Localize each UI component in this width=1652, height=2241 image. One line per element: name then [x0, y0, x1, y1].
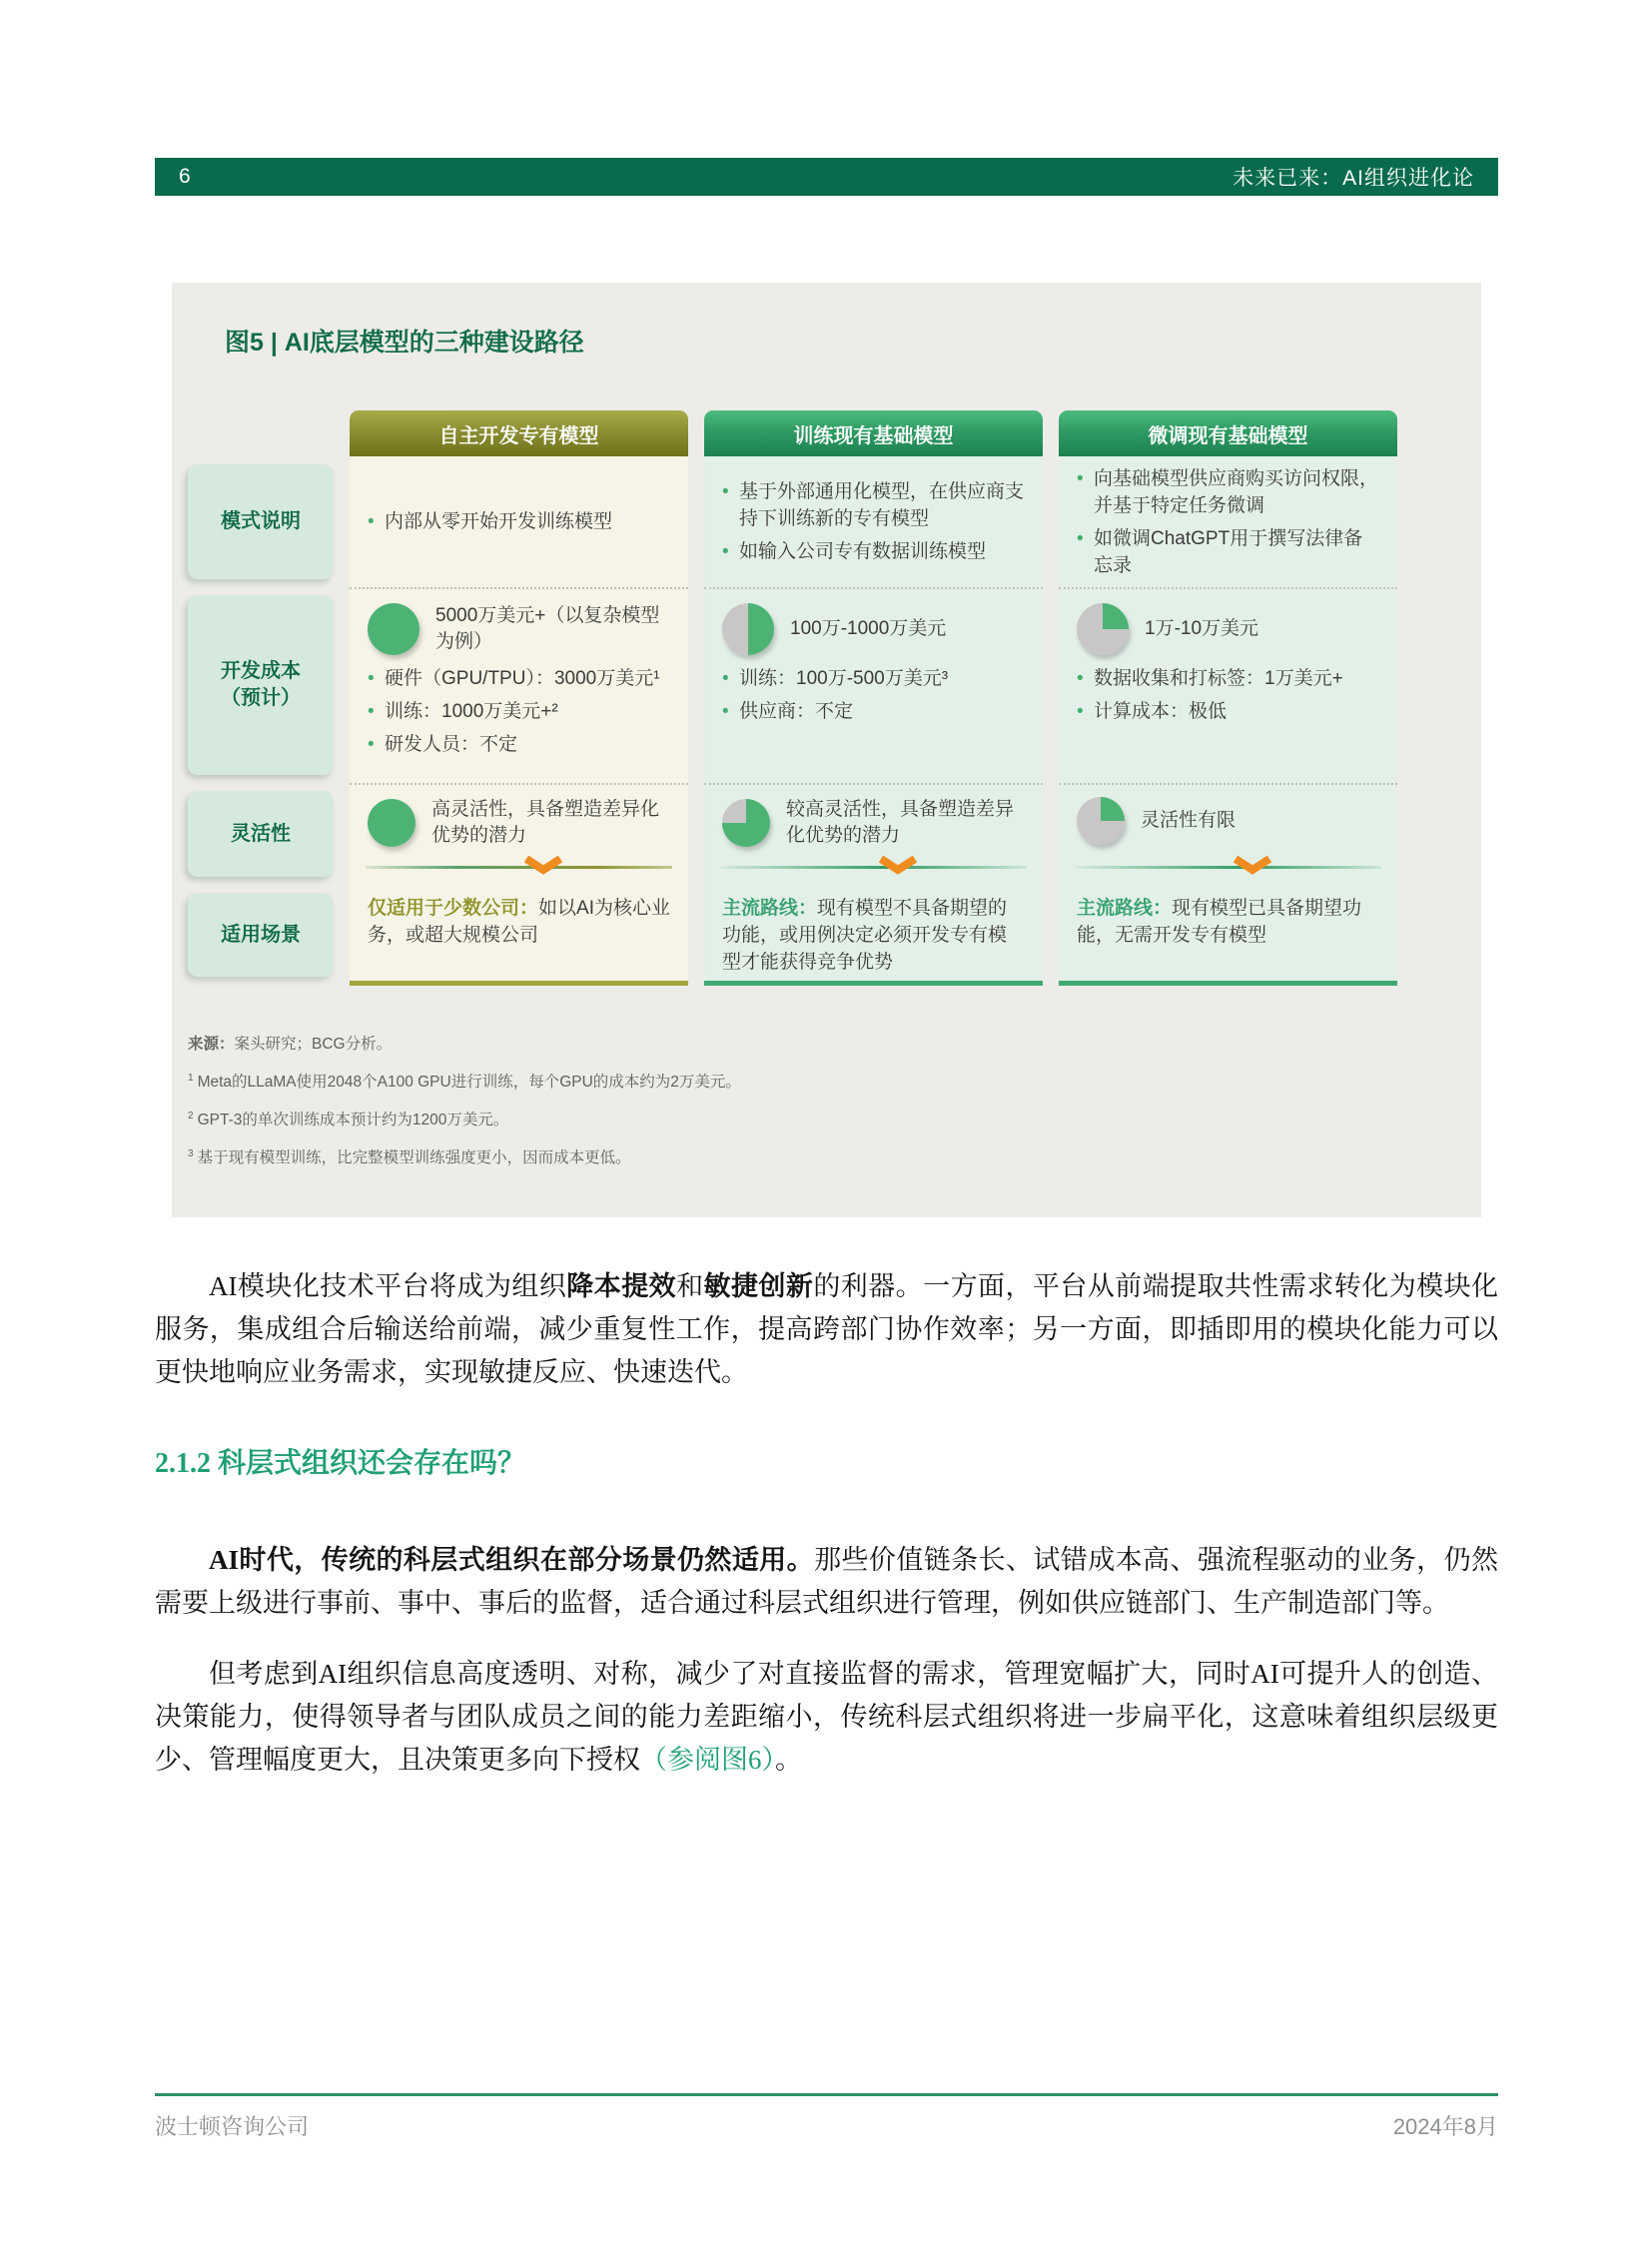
row-label-column [188, 410, 334, 986]
paragraph-flattening [155, 1653, 1498, 1782]
bullet-item: • 向基础模型供应商购买访问权限，并基于特定任务微调 [1077, 465, 1379, 519]
cell-cost [1059, 587, 1397, 783]
figure-table [188, 410, 1481, 986]
bullet-list [1077, 459, 1379, 585]
page-header-bar [155, 158, 1498, 196]
flexibility-summary [1077, 797, 1379, 845]
column-body [350, 456, 688, 986]
row-label-scenario [188, 893, 334, 977]
footnote-marker: 2 [188, 1111, 194, 1122]
cell-scenario [1059, 885, 1397, 981]
source-text: 案头研究；BCG分析。 [234, 1036, 393, 1053]
cell-mode [350, 456, 688, 587]
bullet-list [368, 665, 670, 758]
cost-headline: 5000万美元+（以复杂模型为例） [435, 605, 660, 652]
chevron-down-icon [1233, 856, 1272, 876]
footnote [188, 1062, 1481, 1100]
column-header: 自主开发专有模型 [350, 410, 688, 456]
pie-chart-icon [1077, 797, 1125, 845]
bullet-item: • 硬件（GPU/TPU）：3000万美元¹ [368, 665, 670, 692]
cell-flexibility [704, 783, 1043, 885]
column-body [704, 456, 1043, 986]
source-label: 来源： [188, 1036, 235, 1053]
bullet-list [722, 472, 1025, 571]
bullet-item: • 供应商：不定 [722, 698, 1025, 725]
cost-summary [1077, 603, 1379, 655]
row-label-mode [188, 464, 334, 579]
bullet-item: • 基于外部通用化模型，在供应商支持下训练新的专有模型 [722, 478, 1025, 532]
scenario-lead: 主流路线： [1077, 898, 1173, 919]
cost-headline: 100万-1000万美元 [790, 618, 947, 639]
cell-scenario [350, 885, 688, 981]
row-label-text: （预计） [221, 687, 301, 709]
cost-headline: 1万-10万美元 [1145, 618, 1259, 639]
bullet-list [368, 502, 612, 541]
body-span: 但考虑到AI组织信息高度透明、对称，减少了对直接监督的需求，管理宽幅扩大，同时AI可提升人的创造、决策能力，使得领导者与团队成员之间的能力差距缩小，传统科层式组织将进一步扁平化，这意味着组织层级更少、管理幅度更大，且决策更多向下授权 [155, 1659, 1498, 1776]
figure-reference-link[interactable]: （参阅图6） [640, 1745, 775, 1776]
body-span: AI模块化技术平台将成为组织 [209, 1271, 567, 1302]
flexibility-summary [722, 797, 1025, 849]
footnote-marker: 3 [188, 1148, 194, 1160]
paragraph-hierarchy-valid [155, 1539, 1498, 1625]
bullet-item: • 训练：1000万美元+² [368, 698, 670, 725]
chevron-down-icon [523, 856, 563, 876]
row-label-flexibility [188, 791, 334, 877]
body-span: 和 [676, 1271, 704, 1302]
flexibility-summary [368, 797, 670, 849]
row-label-cost [188, 595, 334, 775]
flexibility-text: 灵活性有限 [1141, 810, 1237, 831]
column-self-develop [350, 410, 688, 986]
figure-title: 图5 | AI底层模型的三种建设路径 [225, 329, 584, 357]
pie-chart-icon [1077, 603, 1129, 655]
flexibility-text: 高灵活性，具备塑造差异化优势的潜力 [431, 799, 660, 846]
content-area [155, 158, 1498, 1782]
footnote-text: Meta的LLaMA使用2048个A100 GPU进行训练，每个GPU的成本约为2万美元。 [197, 1074, 741, 1092]
row-label-text: 模式说明 [221, 510, 301, 532]
footnote-text: 基于现有模型训练，比完整模型训练强度更小，因而成本更低。 [197, 1149, 631, 1167]
footer-date: 2024年8月 [1392, 2114, 1498, 2139]
cost-summary [368, 603, 670, 655]
label-spacer [188, 410, 334, 456]
cell-mode [1059, 456, 1397, 587]
pie-chart-icon [722, 603, 774, 655]
section-heading-212: 2.1.2 科层式组织还会存在吗？ [155, 1448, 526, 1480]
pie-chart-icon [368, 799, 415, 847]
cost-summary [722, 603, 1025, 655]
body-text [155, 1265, 1498, 1782]
bullet-item: • 如微调ChatGPT用于撰写法律备忘录 [1077, 525, 1379, 579]
body-span: 那些价值链条长、试错成本高、强流程驱动的业务，仍然需要上级进行事前、事中、事后的监督，适合通过科层式组织进行管理，例如供应链部门、生产制造部门等。 [155, 1545, 1498, 1619]
column-finetune-existing [1059, 410, 1397, 986]
body-span: 。 [775, 1745, 802, 1776]
body-bold: 降本提效 [566, 1271, 677, 1302]
cell-cost [350, 587, 688, 783]
footnote [188, 1100, 1481, 1137]
page-number: 6 [179, 165, 191, 188]
cell-cost [704, 587, 1043, 783]
body-bold: 敏捷创新 [703, 1271, 814, 1302]
scenario-text [368, 895, 670, 949]
bullet-list [1077, 665, 1379, 725]
bullet-item: • 数据收集和打标签：1万美元+ [1077, 665, 1379, 692]
pie-chart-icon [368, 603, 419, 655]
bullet-item: • 如输入公司专有数据训练模型 [722, 538, 1025, 565]
footnote [188, 1137, 1481, 1175]
source-line [188, 1028, 1481, 1062]
divider-line [720, 866, 1027, 869]
column-header: 微调现有基础模型 [1059, 410, 1397, 456]
body-bold: AI时代，传统的科层式组织在部分场景仍然适用。 [209, 1545, 815, 1576]
bullet-item: • 计算成本：极低 [1077, 698, 1379, 725]
footer-company: 波士顿咨询公司 [155, 2114, 310, 2139]
figure-panel [172, 283, 1481, 1217]
bullet-item: • 内部从零开始开发训练模型 [368, 508, 612, 535]
cell-flexibility [1059, 783, 1397, 885]
cell-mode [704, 456, 1043, 587]
scenario-rest: 现有模型不具备期望的功能，或用例决定必须开发专有模型才能获得竞争优势 [722, 898, 1008, 973]
scenario-rest: 如以AI为核心业务，或超大规模公司 [368, 898, 670, 946]
scenario-text [722, 895, 1025, 976]
divider-line [366, 866, 672, 869]
footnote-text: GPT-3的单次训练成本预计约为1200万美元。 [197, 1112, 509, 1129]
pie-chart-icon [722, 799, 770, 847]
page-footer [155, 2093, 1498, 2141]
column-body [1059, 456, 1397, 986]
body-span: 的利器。一方面，平台从前端提取共性需求转化为模块化服务，集成组合后输送给前端，减少重复性工作，提高跨部门协作效率；另一方面，即插即用的模块化能力可以更快地响应业务需求，实现敏捷反应、快速迭代。 [155, 1271, 1499, 1388]
bullet-item: • 训练：100万-500万美元³ [722, 665, 1025, 692]
paragraph-platform [155, 1265, 1498, 1394]
scenario-text [1077, 895, 1379, 949]
report-title: 未来已来：AI组织进化论 [1233, 167, 1474, 190]
bullet-list [722, 665, 1025, 725]
column-train-existing [704, 410, 1043, 986]
column-header: 训练现有基础模型 [704, 410, 1043, 456]
bullet-item: • 研发人员：不定 [368, 731, 670, 758]
row-label-text: 适用场景 [221, 923, 301, 946]
scenario-rest: 现有模型已具备期望功能，无需开发专有模型 [1077, 898, 1362, 946]
scenario-lead: 主流路线： [722, 898, 818, 919]
row-label-text: 灵活性 [231, 822, 291, 845]
figure-source-notes [188, 1028, 1481, 1175]
cell-scenario [704, 885, 1043, 981]
flexibility-text: 较高灵活性，具备塑造差异化优势的潜力 [786, 799, 1015, 846]
divider-line [1075, 866, 1381, 869]
chevron-down-icon [878, 856, 918, 876]
footnote-marker: 1 [188, 1073, 194, 1084]
row-label-text: 开发成本 [221, 660, 301, 682]
cell-flexibility [350, 783, 688, 885]
scenario-lead: 仅适用于少数公司： [368, 898, 539, 919]
